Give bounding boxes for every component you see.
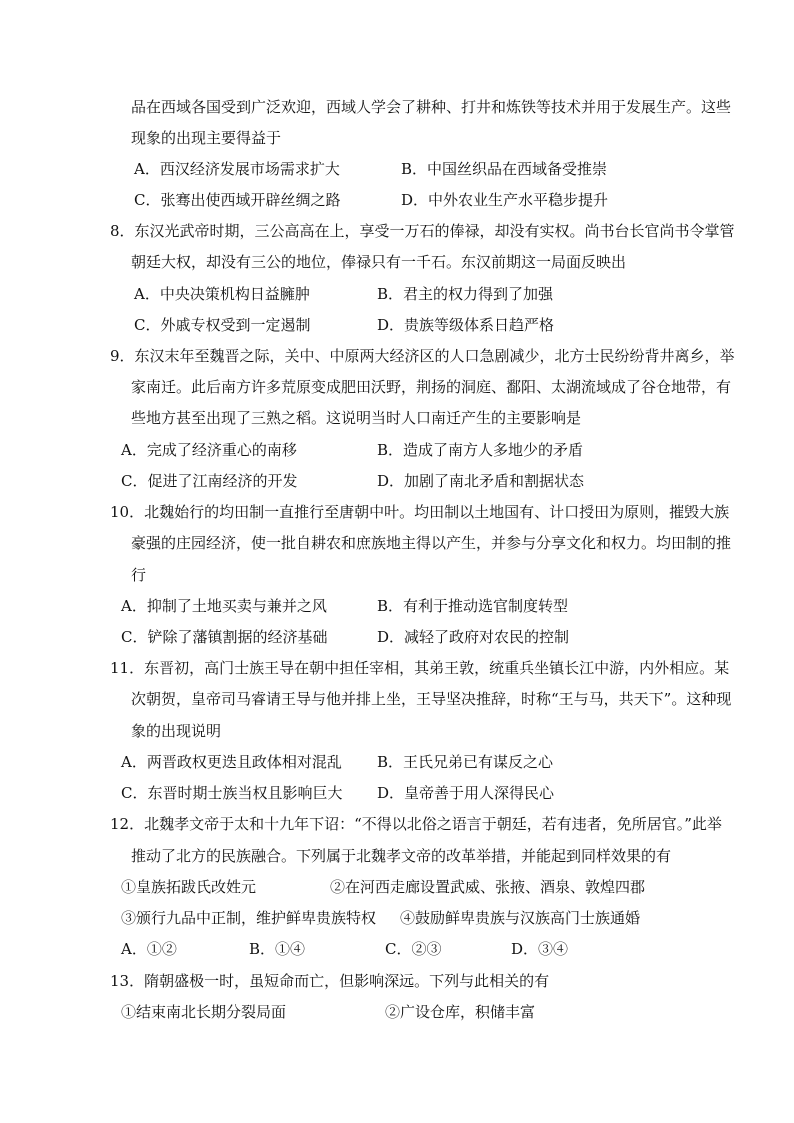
question-12-option-b: B．①④ [249, 940, 306, 958]
question-12-option-a: A．①② [121, 940, 177, 958]
question-11-stem-line-3: 象的出现说明 [131, 722, 222, 740]
question-11-option-d: D．皇帝善于用人深得民心 [377, 784, 555, 802]
question-7-text-line-1: 品在西域各国受到广泛欢迎，西域人学会了耕种、打井和炼铁等技术并用于发展生产。这些 [131, 98, 732, 116]
question-7-option-c: C．张骞出使西域开辟丝绸之路 [134, 191, 341, 209]
question-12-stem-line-1: 12．北魏孝文帝于太和十九年下诏：“不得以北俗之语言于朝廷，若有违者，免所居官。”此举 [110, 815, 722, 833]
question-9-option-a: A．完成了经济重心的南移 [121, 441, 297, 459]
question-12-option-c: C．②③ [385, 940, 442, 958]
question-13-item-1: ①结束南北长期分裂局面 [121, 1003, 287, 1021]
question-9-stem-line-1: 9．东汉末年至魏晋之际，关中、中原两大经济区的人口急剧减少，北方士民纷纷背井离乡，举 [110, 347, 735, 365]
question-9-option-c: C．促进了江南经济的开发 [121, 472, 298, 490]
question-10-option-c: C．铲除了藩镇割据的经济基础 [121, 628, 328, 646]
question-7-option-d: D．中外农业生产水平稳步提升 [401, 191, 609, 209]
question-10-stem-line-1: 10．北魏始行的均田制一直推行至唐朝中叶。均田制以土地国有、计口授田为原则，摧毁大族 [110, 503, 730, 521]
question-8-option-d: D．贵族等级体系日趋严格 [377, 316, 555, 334]
question-12-item-2: ②在河西走廊设置武威、张掖、酒泉、敦煌四郡 [330, 878, 646, 896]
question-12-item-3: ③颁行九品中正制，维护鲜卑贵族特权 [121, 909, 377, 927]
question-8-stem-line-2: 朝廷大权，却没有三公的地位，俸禄只有一千石。东汉前期这一局面反映出 [131, 253, 627, 271]
question-8-option-a: A．中央决策机构日益臃肿 [134, 285, 310, 303]
question-12-stem-line-2: 推动了北方的民族融合。下列属于北魏孝文帝的改革举措，并能起到同样效果的有 [131, 847, 672, 865]
question-7-option-a: A．西汉经济发展市场需求扩大 [134, 160, 340, 178]
question-7-text-line-2: 现象的出现主要得益于 [131, 129, 282, 147]
question-9-stem-line-2: 家南迁。此后南方许多荒原变成肥田沃野，荆扬的洞庭、鄱阳、太湖流域成了谷仓地带，有 [131, 378, 732, 396]
question-8-option-b: B．君主的权力得到了加强 [377, 285, 554, 303]
question-8-stem-line-1: 8．东汉光武帝时期，三公高高在上，享受一万石的俸禄，却没有实权。尚书台长官尚书令掌管 [110, 222, 735, 240]
question-9-option-b: B．造成了南方人多地少的矛盾 [377, 441, 584, 459]
question-9-stem-line-3: 些地方甚至出现了三熟之稻。这说明当时人口南迁产生的主要影响是 [131, 409, 582, 427]
question-11-option-b: B．王氏兄弟已有谋反之心 [377, 753, 554, 771]
question-9-option-d: D．加剧了南北矛盾和割据状态 [377, 472, 585, 490]
question-11-stem-line-2: 次朝贺，皇帝司马睿请王导与他并排上坐，王导坚决推辞，时称“王与马，共天下”。这种现 [131, 690, 732, 708]
question-10-option-b: B．有利于推动选官制度转型 [377, 597, 569, 615]
question-12-item-4: ④鼓励鲜卑贵族与汉族高门士族通婚 [400, 909, 641, 927]
question-12-option-d: D．③④ [511, 940, 569, 958]
question-11-stem-line-1: 11．东晋初，高门士族王导在朝中担任宰相，其弟王敦，统重兵坐镇长江中游，内外相应。某 [110, 659, 730, 677]
question-7-option-b: B．中国丝织品在西域备受推崇 [401, 160, 608, 178]
question-10-option-a: A．抑制了土地买卖与兼并之风 [121, 597, 327, 615]
question-12-item-1: ①皇族拓跋氏改姓元 [121, 878, 257, 896]
question-11-option-c: C．东晋时期士族当权且影响巨大 [121, 784, 343, 802]
question-8-option-c: C．外戚专权受到一定遏制 [134, 316, 311, 334]
question-11-option-a: A．两晋政权更迭且政体相对混乱 [121, 753, 342, 771]
question-10-stem-line-3: 行 [131, 566, 147, 584]
question-10-stem-line-2: 豪强的庄园经济，使一批自耕农和庶族地主得以产生，并参与分享文化和权力。均田制的推 [131, 534, 732, 552]
question-10-option-d: D．减轻了政府对农民的控制 [377, 628, 570, 646]
question-13-stem-line-1: 13．隋朝盛极一时，虽短命而亡，但影响深远。下列与此相关的有 [110, 972, 550, 990]
question-13-item-2: ②广设仓库，积储丰富 [385, 1003, 536, 1021]
